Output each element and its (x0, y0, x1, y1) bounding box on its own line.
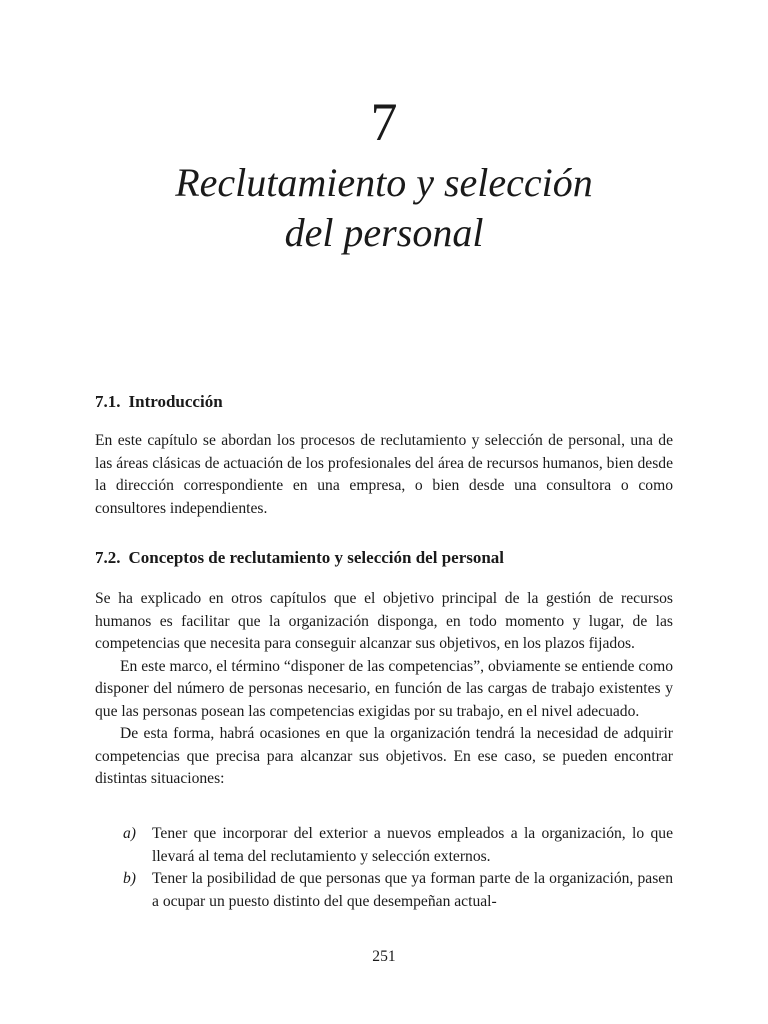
chapter-title-line-2: del personal (284, 210, 484, 255)
list-item-text: Tener la posibilidad de que personas que ya forman parte de la organización, pasen a ocupar un puesto distinto del que desempeñan actual- (152, 870, 673, 910)
list-item-text: Tener que incorporar del exterior a nuevos empleados a la organización, lo que llevará al tema del reclutamiento y selección externos. (152, 825, 673, 865)
list-item (95, 823, 673, 868)
chapter-number: 7 (370, 92, 398, 152)
list-item (95, 868, 673, 913)
list-marker: a) (123, 825, 136, 842)
situations-list (95, 823, 673, 913)
section-heading (95, 548, 673, 568)
list-marker: b) (123, 870, 136, 887)
paragraph: En este capítulo se abordan los procesos de reclutamiento y selección de personal, una de las áreas clásicas de actuación de los profesionales del área de recursos humanos, bien desde la dirección correspondiente en una empresa, o bien desde una consultora o como consultores independientes. (95, 432, 673, 517)
section-number: 7.2. (95, 548, 121, 567)
section-number: 7.1. (95, 392, 121, 411)
section-title: Introducción (128, 392, 223, 411)
section-title: Conceptos de reclutamiento y selección del personal (128, 548, 505, 567)
section-conceptos (95, 548, 673, 568)
section-introduccion-body (95, 430, 673, 520)
paragraph: De esta forma, habrá ocasiones en que la organización tendrá la necesidad de adquirir competencias que precisa para alcanzar sus objetivos. En ese caso, se pueden encontrar distintas situaciones: (95, 725, 673, 787)
paragraph: En este marco, el término “disponer de las competencias”, obviamente se entiende como disponer del número de personas necesario, en función de las cargas de trabajo existentes y que las personas posean las competencias exigidas por su trabajo, en el nivel adecuado. (95, 657, 673, 720)
section-heading (95, 392, 673, 412)
section-introduccion (95, 392, 673, 412)
paragraph: Se ha explicado en otros capítulos que el objetivo principal de la gestión de recursos humanos es facilitar que la organización disponga, en todo momento y lugar, de las competencias que necesita para conseguir alcanzar sus objetivos, en los plazos fijados. (95, 590, 673, 652)
page-number: 251 (372, 948, 396, 965)
chapter-title-line-1: Reclutamiento y selección (175, 160, 593, 205)
chapter-title (0, 158, 768, 258)
section-conceptos-body (95, 588, 673, 791)
